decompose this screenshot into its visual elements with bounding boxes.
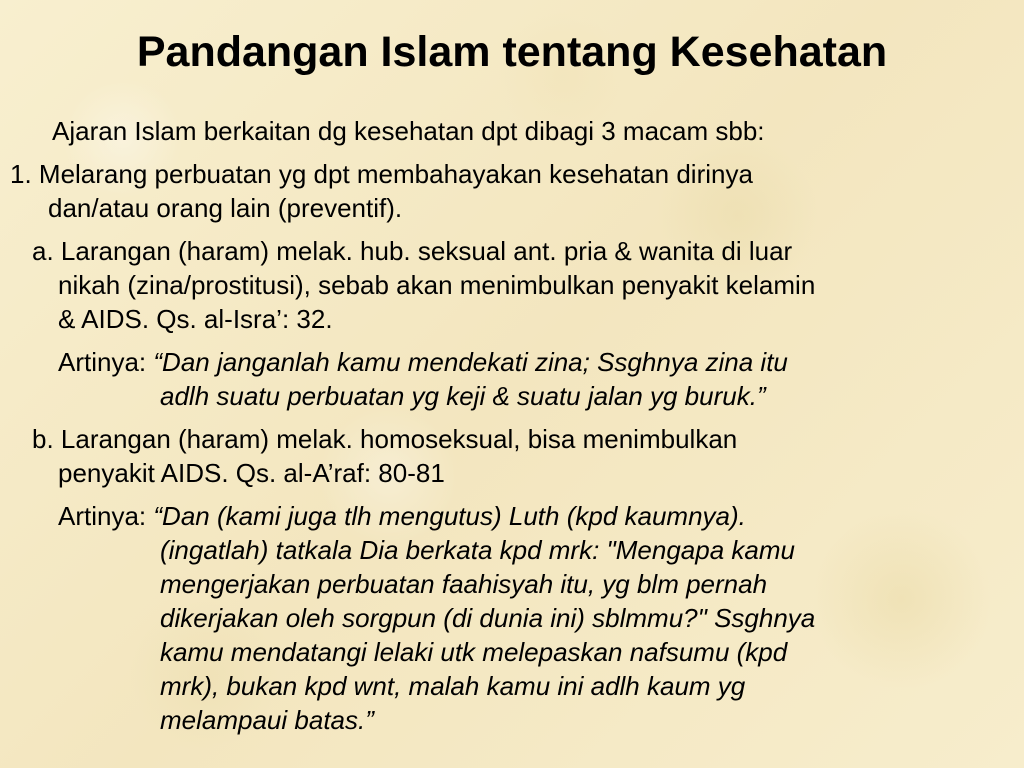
item-a-line-2: nikah (zina/prostitusi), sebab akan menimbulkan penyakit kelamin — [58, 270, 816, 300]
item-b-line-1: b. Larangan (haram) melak. homoseksual, bisa menimbulkan — [32, 424, 738, 454]
item-b-quote-line-7: melampaui batas.” — [160, 705, 374, 735]
artinya-label: Artinya: — [58, 347, 147, 377]
item-a-quote-line-2: adlh suatu perbuatan yg keji & suatu jalan yg buruk.” — [160, 381, 766, 411]
slide-title: Pandangan Islam tentang Kesehatan — [136, 28, 888, 76]
item-b-quote-line-3: mengerjakan perbuatan faahisyah itu, yg blm pernah — [160, 569, 768, 599]
item-a-artinya — [58, 345, 788, 379]
intro-text: Ajaran Islam berkaitan dg kesehatan dpt dibagi 3 macam sbb: — [52, 116, 765, 146]
artinya-label: Artinya: — [58, 501, 147, 531]
quote-text: “Dan janganlah kamu mendekati zina; Ssghnya zina itu — [153, 347, 788, 377]
point-1-line-1: 1. Melarang perbuatan yg dpt membahayakan kesehatan dirinya — [10, 159, 753, 189]
item-b-quote-line-5: kamu mendatangi lelaki utk melepaskan nafsumu (kpd — [160, 637, 788, 667]
item-b-line-2: penyakit AIDS. Qs. al-A’raf: 80-81 — [58, 458, 445, 488]
item-b-quote-line-2: (ingatlah) tatkala Dia berkata kpd mrk: "Mengapa kamu — [160, 535, 795, 565]
item-b-artinya — [58, 499, 746, 533]
item-a-line-3: & AIDS. Qs. al-Isra’: 32. — [58, 304, 333, 334]
item-b-quote-line-6: mrk), bukan kpd wnt, malah kamu ini adlh kaum yg — [160, 671, 746, 701]
quote-text: “Dan (kami juga tlh mengutus) Luth (kpd kaumnya). — [153, 501, 746, 531]
item-b-quote-line-4: dikerjakan oleh sorgpun (di dunia ini) sblmmu?" Ssghnya — [160, 603, 816, 633]
point-1-line-2: dan/atau orang lain (preventif). — [48, 193, 403, 223]
item-a-line-1: a. Larangan (haram) melak. hub. seksual ant. pria & wanita di luar — [32, 236, 793, 266]
